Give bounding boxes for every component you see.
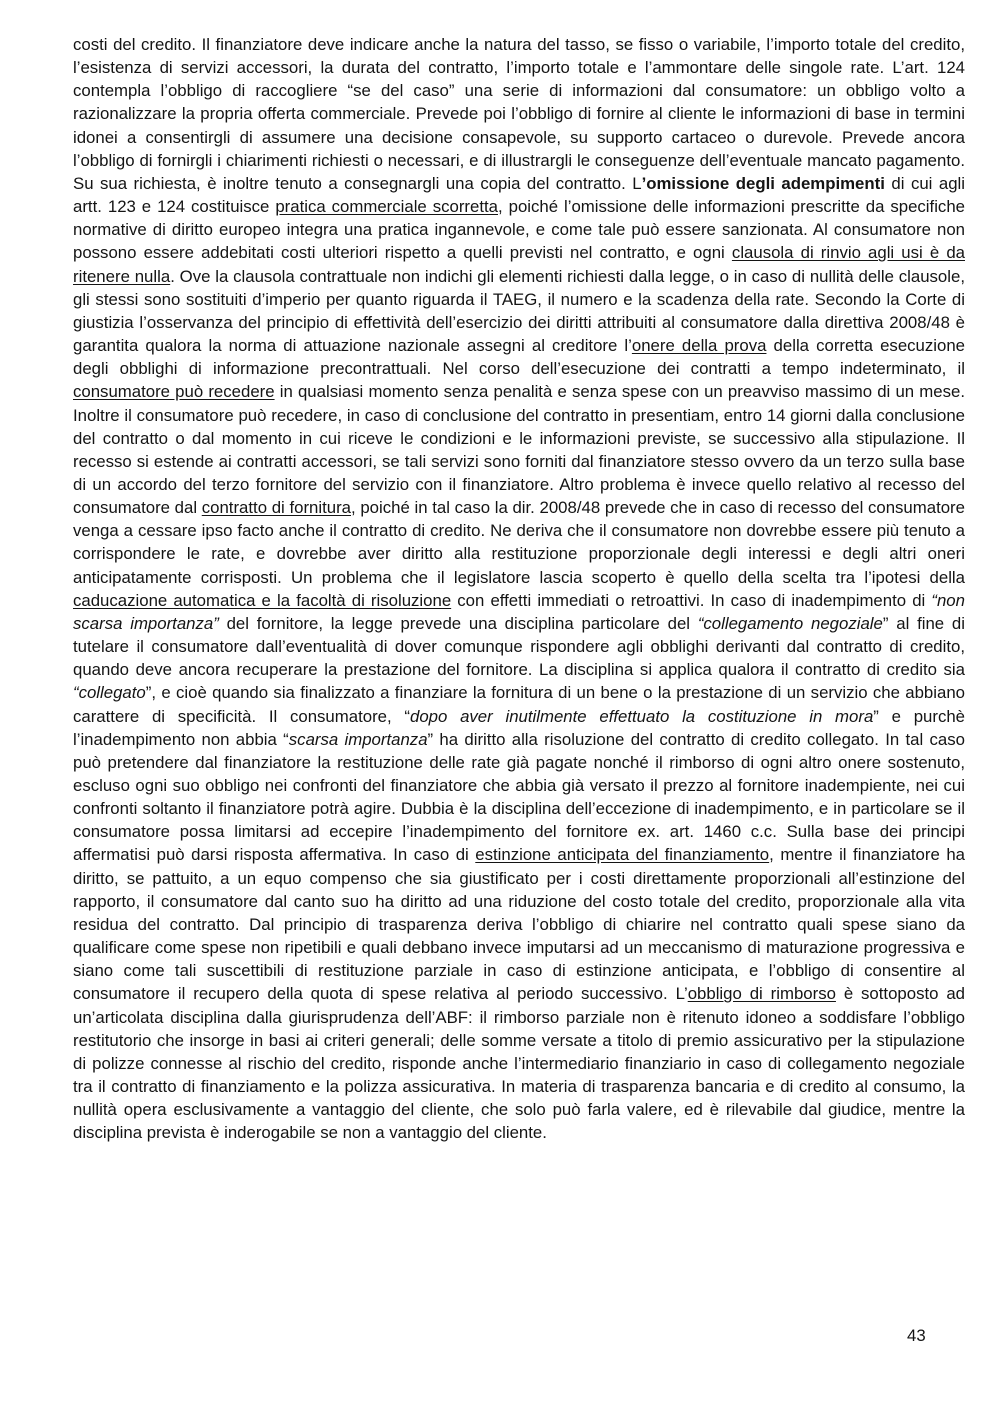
text-run: è sottoposto ad un’articolata disciplina dalla giurisprudenza dell’ABF: il rimborso parziale non è ritenuto idoneo a soddisfare l’obbligo restitutorio che insorge in basi ai criteri generali; delle somme versate a titolo di premio assicurativo per la stipulazione di polizze connesse al rischio del credito, risponde anche l’intermediario finanziario in caso di collegamento negoziale tra il contratto di finanziamento e la polizza assicurativa. In materia di trasparenza bancaria e di credito al consumo, la nullità opera esclusivamente a vantaggio del cliente, che solo può farla valere, ed è rilevabile dal giudice, mentre la disciplina prevista è inderogabile se non a vantaggio del cliente. bbox=[73, 984, 966, 1143]
underlined-term: clausola di rinvio agli usi è da ritenere nulla bbox=[73, 243, 965, 286]
underlined-term: onere della prova bbox=[631, 336, 767, 356]
underlined-term: pratica commerciale scorretta bbox=[275, 197, 498, 217]
text-run: della corretta esecuzione degli obblighi di informazione precontrattuali. Nel corso dell’esecuzione dei contratti a tempo indeterminato, il bbox=[73, 336, 965, 379]
underlined-term: consumatore può recedere bbox=[73, 382, 275, 402]
text-run: , poiché l’omissione delle informazioni prescritte da specifiche normative di diritto europeo integra una pratica ingannevole, e come tale può essere sanzionata. Al consumatore non possono essere addebitati costi ulteriori rispetto a quelli previsti nel contratto, e ogni bbox=[73, 197, 965, 263]
italic-term: “non scarsa importanza” bbox=[73, 590, 965, 633]
underlined-term: obbligo di rimborso bbox=[687, 984, 836, 1004]
italic-term: “collegamento negoziale bbox=[697, 613, 883, 633]
text-run: del fornitore, la legge prevede una disciplina particolare del bbox=[218, 613, 698, 633]
text-run: ” al fine di tutelare il consumatore dall’eventualità di dover comunque rispondere agli obblighi derivanti dal contratto di credito, quando deve ancora recuperare la prestazione del fornitore. La disciplina si applica qualora il contratto di credito sia bbox=[73, 613, 965, 680]
text-run: , poiché in tal caso la dir. 2008/48 prevede che in caso di recesso del consumatore venga a cessare ipso facto anche il contratto di credito. Ne deriva che il consumatore non dovrebbe essere più tenuto a corrispondere le rate, e dovrebbe aver diritto alla restituzione proporzionale degli interessi e degli altri oneri anticipatamente corrisposti. Un problema che il legislatore lascia scoperto è quello della scelta tra l’ipotesi della bbox=[73, 498, 965, 587]
body-paragraph bbox=[73, 33, 965, 1145]
italic-term: dopo aver inutilmente effettuato la costituzione in mora bbox=[410, 706, 874, 726]
text-run: ”, e cioè quando sia finalizzato a finanziare la fornitura di un bene o la prestazione di un servizio che abbiano carattere di specificità. Il consumatore, “ bbox=[73, 683, 965, 726]
underlined-term: contratto di fornitura bbox=[201, 498, 352, 518]
bold-term: ’omissione degli adempimenti bbox=[641, 173, 885, 193]
text-run: costi del credito. Il finanziatore deve indicare anche la natura del tasso, se fisso o variabile, l’importo totale del credito, l’esistenza di servizi accessori, la durata del contratto, l’importo totale e l’ammontare delle singole rate. L’art. 124 contempla l’obbligo di raccogliere “se del caso” una serie di informazioni dal consumatore: un obbligo volto a razionalizzare la propria offerta commerciale. Prevede poi l’obbligo di fornire al cliente le informazioni di base in termini idonei a consentirgli di assumere una decisione consapevole, su supporto cartaceo o durevole. Prevede ancora l’obbligo di fornirgli i chiarimenti richiesti o necessari, e di illustrargli le conseguenze dell’eventuale mancato pagamento. Su sua richiesta, è inoltre tenuto a consegnargli una copia del contratto. L bbox=[73, 35, 965, 193]
page-number: 43 bbox=[907, 1326, 926, 1345]
text-run: con effetti immediati o retroattivi. In caso di inadempimento di bbox=[451, 590, 932, 610]
italic-term: scarsa importanza bbox=[288, 729, 428, 749]
underlined-term: caducazione automatica e la facoltà di risoluzione bbox=[73, 590, 452, 610]
text-run: ” e purchè l’inadempimento non abbia “ bbox=[73, 706, 965, 749]
text-run: ” ha diritto alla risoluzione del contratto di credito collegato. In tal caso può pretendere dal finanziatore la restituzione delle rate già pagate nonché il rimborso di ogni altro onere sostenuto, escluso ogni suo obbligo nei confronti del finanziatore che abbia già versato il prezzo al fornitore inadempiente, nei cui confronti soltanto il finanziatore potrà agire. Dubbia è la disciplina dell’eccezione di inadempimento, e in particolare se il consumatore possa limitarsi ad eccepire l’inadempimento del fornitore ex. art. 1460 c.c. Sulla base dei principi affermatisi può darsi risposta affermativa. In caso di bbox=[73, 729, 965, 865]
underlined-term: estinzione anticipata del finanziamento bbox=[475, 845, 770, 865]
text-run: . Ove la clausola contrattuale non indichi gli elementi richiesti dalla legge, o in caso di nullità delle clausole, gli stessi sono sostituiti d’imperio per quanto riguarda il TAEG, il numero e la scadenza della rate. Secondo la Corte di giustizia l’osservanza del principio di effettività dell’esercizio dei diritti attribuiti al consumatore dalla direttiva 2008/48 è garantita qualora la norma di attuazione nazionale assegni al creditore l’ bbox=[73, 266, 965, 356]
italic-term: “collegato bbox=[73, 683, 146, 703]
text-run: di cui agli artt. 123 e 124 costituisce bbox=[73, 173, 966, 217]
text-run: in qualsiasi momento senza penalità e senza spese con un preavviso massimo di un mese. Inoltre il consumatore può recedere, in caso di conclusione del contratto in presentiam, entro 14 giorni dalla conclusione del contratto o dal momento in cui riceve le condizioni e le informazioni previste, se successivo alla stipulazione. Il recesso si estende ai contratti accessori, se tali servizi sono forniti dal finanziatore stesso ovvero da un terzo sulla base di un accordo del terzo fornitore del servizio con il finanziatore. Altro problema è invece quello relativo al recesso del consumatore dal bbox=[73, 382, 965, 518]
text-run: , mentre il finanziatore ha diritto, se pattuito, a un equo compenso che sia giustificato per i costi direttamente proporzionali all’estinzione del rapporto, il consumatore dal canto suo ha diritto ad una riduzione del costo totale del credito, proporzionale alla vita residua del contratto. Dal principio di trasparenza deriva l’obbligo di chiarire nel contratto quali spese siano da qualificare come spese non ripetibili e quali debbano invece imputarsi ad un meccanismo di maturazione progressiva e siano come tali suscettibili di restituzione parziale in caso di estinzione anticipata, e l’obbligo di consentire al consumatore il recupero della quota di spese relativa al periodo successivo. L’ bbox=[73, 845, 966, 1004]
